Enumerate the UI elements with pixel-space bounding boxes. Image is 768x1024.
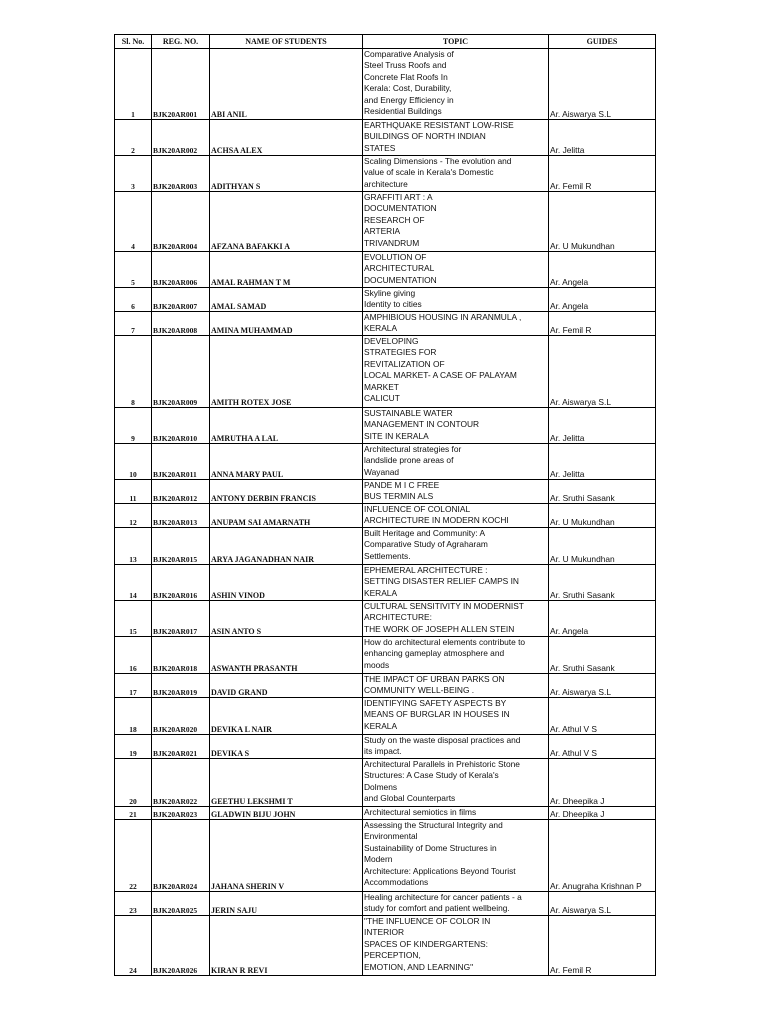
- student-reg-no: BJK20AR020: [152, 698, 210, 735]
- table-body: [115, 49, 656, 976]
- student-name: GEETHU LEKSHMI T: [210, 759, 363, 807]
- table-row: [115, 120, 656, 156]
- table-row: [115, 444, 656, 480]
- student-reg-no: BJK20AR026: [152, 916, 210, 976]
- student-reg-no: BJK20AR010: [152, 408, 210, 444]
- student-name: JERIN SAJU: [210, 892, 363, 916]
- student-name: ADITHYAN S: [210, 156, 363, 192]
- table-row: [115, 312, 656, 336]
- student-reg-no: BJK20AR023: [152, 807, 210, 820]
- student-sl-no: 11: [115, 480, 152, 504]
- student-sl-no: 19: [115, 735, 152, 759]
- student-topic: CULTURAL SENSITIVITY IN MODERNIST ARCHITECTURE: THE WORK OF JOSEPH ALLEN STEIN: [363, 601, 549, 637]
- student-sl-no: 4: [115, 192, 152, 252]
- student-sl-no: 8: [115, 336, 152, 408]
- student-guide: Ar. Sruthi Sasank: [549, 565, 656, 601]
- student-name: ANTONY DERBIN FRANCIS: [210, 480, 363, 504]
- student-guide: Ar. Dheepika J: [549, 807, 656, 820]
- student-guide: Ar. Angela: [549, 252, 656, 288]
- table-row: [115, 408, 656, 444]
- student-topic: Built Heritage and Community: A Comparative Study of Agraharam Settlements.: [363, 528, 549, 565]
- student-sl-no: 9: [115, 408, 152, 444]
- student-guide: Ar. Jelitta: [549, 444, 656, 480]
- student-sl-no: 7: [115, 312, 152, 336]
- student-name: JAHANA SHERIN V: [210, 820, 363, 892]
- student-reg-no: BJK20AR013: [152, 504, 210, 528]
- student-name: ANNA MARY PAUL: [210, 444, 363, 480]
- student-reg-no: BJK20AR015: [152, 528, 210, 565]
- student-guide: Ar. Jelitta: [549, 120, 656, 156]
- student-name: GLADWIN BIJU JOHN: [210, 807, 363, 820]
- student-guide: Ar. Femil R: [549, 156, 656, 192]
- student-sl-no: 23: [115, 892, 152, 916]
- student-reg-no: BJK20AR016: [152, 565, 210, 601]
- table-row: [115, 674, 656, 698]
- student-name: ANUPAM SAI AMARNATH: [210, 504, 363, 528]
- student-topic: SUSTAINABLE WATER MANAGEMENT IN CONTOUR SITE IN KERALA: [363, 408, 549, 444]
- student-topic: IDENTIFYING SAFETY ASPECTS BY MEANS OF BURGLAR IN HOUSES IN KERALA: [363, 698, 549, 735]
- student-topic: Scaling Dimensions - The evolution and value of scale in Kerala's Domestic architecture: [363, 156, 549, 192]
- student-guide: Ar. Aiswarya S.L: [549, 892, 656, 916]
- student-name: AFZANA BAFAKKI A: [210, 192, 363, 252]
- student-reg-no: BJK20AR007: [152, 288, 210, 312]
- table-row: [115, 820, 656, 892]
- student-reg-no: BJK20AR012: [152, 480, 210, 504]
- student-guide: Ar. Femil R: [549, 916, 656, 976]
- student-sl-no: 5: [115, 252, 152, 288]
- table-row: [115, 698, 656, 735]
- student-name: ACHSA ALEX: [210, 120, 363, 156]
- student-name: DAVID GRAND: [210, 674, 363, 698]
- student-reg-no: BJK20AR024: [152, 820, 210, 892]
- student-topic: INFLUENCE OF COLONIAL ARCHITECTURE IN MODERN KOCHI: [363, 504, 549, 528]
- student-name: ASHIN VINOD: [210, 565, 363, 601]
- student-name: ASIN ANTO S: [210, 601, 363, 637]
- student-guide: Ar. Angela: [549, 601, 656, 637]
- student-topic: Architectural Parallels in Prehistoric Stone Structures: A Case Study of Kerala's Dolmens and Global Counterparts: [363, 759, 549, 807]
- student-guide: Ar. Anugraha Krishnan P: [549, 820, 656, 892]
- table-row: [115, 565, 656, 601]
- student-sl-no: 1: [115, 49, 152, 120]
- student-topic: AMPHIBIOUS HOUSING IN ARANMULA , KERALA: [363, 312, 549, 336]
- student-reg-no: BJK20AR017: [152, 601, 210, 637]
- student-sl-no: 10: [115, 444, 152, 480]
- student-reg-no: BJK20AR006: [152, 252, 210, 288]
- student-sl-no: 14: [115, 565, 152, 601]
- student-reg-no: BJK20AR004: [152, 192, 210, 252]
- student-topic: Assessing the Structural Integrity and Environmental Sustainability of Dome Structures in Modern Architecture: Applications Beyond Tourist Accommodations: [363, 820, 549, 892]
- header-row: [115, 35, 656, 49]
- table-row: [115, 916, 656, 976]
- student-guide: Ar. Sruthi Sasank: [549, 480, 656, 504]
- student-topic: GRAFFITI ART : A DOCUMENTATION RESEARCH OF ARTERIA TRIVANDRUM: [363, 192, 549, 252]
- student-guide: Ar. U Mukundhan: [549, 528, 656, 565]
- table-row: [115, 637, 656, 674]
- student-topic: PANDE M I C FREE BUS TERMIN ALS: [363, 480, 549, 504]
- student-topic: Study on the waste disposal practices and its impact.: [363, 735, 549, 759]
- student-guide: Ar. Athul V S: [549, 698, 656, 735]
- student-topic: Comparative Analysis of Steel Truss Roofs and Concrete Flat Roofs In Kerala: Cost, Durability, and Energy Efficiency in Residential Buildings: [363, 49, 549, 120]
- student-topic: EPHEMERAL ARCHITECTURE : SETTING DISASTER RELIEF CAMPS IN KERALA: [363, 565, 549, 601]
- student-reg-no: BJK20AR021: [152, 735, 210, 759]
- student-topic: "THE INFLUENCE OF COLOR IN INTERIOR SPACES OF KINDERGARTENS: PERCEPTION, EMOTION, AND LEARNING": [363, 916, 549, 976]
- student-reg-no: BJK20AR011: [152, 444, 210, 480]
- student-reg-no: BJK20AR003: [152, 156, 210, 192]
- student-reg-no: BJK20AR025: [152, 892, 210, 916]
- student-topic: Skyline giving Identity to cities: [363, 288, 549, 312]
- student-sl-no: 24: [115, 916, 152, 976]
- header-sl-no: Sl. No.: [115, 35, 152, 49]
- student-topic: EARTHQUAKE RESISTANT LOW-RISE BUILDINGS OF NORTH INDIAN STATES: [363, 120, 549, 156]
- table-row: [115, 156, 656, 192]
- table-row: [115, 192, 656, 252]
- student-reg-no: BJK20AR022: [152, 759, 210, 807]
- student-topic: DEVELOPING STRATEGIES FOR REVITALIZATION OF LOCAL MARKET- A CASE OF PALAYAM MARKET CALICUT: [363, 336, 549, 408]
- student-name: AMITH ROTEX JOSE: [210, 336, 363, 408]
- student-sl-no: 22: [115, 820, 152, 892]
- table-row: [115, 252, 656, 288]
- student-sl-no: 3: [115, 156, 152, 192]
- header-reg-no: REG. NO.: [152, 35, 210, 49]
- student-name: AMINA MUHAMMAD: [210, 312, 363, 336]
- table-row: [115, 288, 656, 312]
- student-topic: EVOLUTION OF ARCHITECTURAL DOCUMENTATION: [363, 252, 549, 288]
- student-topic: Architectural strategies for landslide prone areas of Wayanad: [363, 444, 549, 480]
- student-reg-no: BJK20AR001: [152, 49, 210, 120]
- student-name: AMRUTHA A LAL: [210, 408, 363, 444]
- students-table: [114, 34, 656, 976]
- student-name: AMAL RAHMAN T M: [210, 252, 363, 288]
- table-row: [115, 336, 656, 408]
- table-row: [115, 528, 656, 565]
- student-sl-no: 18: [115, 698, 152, 735]
- student-reg-no: BJK20AR018: [152, 637, 210, 674]
- header-student-name: NAME OF STUDENTS: [210, 35, 363, 49]
- student-topic: THE IMPACT OF URBAN PARKS ON COMMUNITY WELL-BEING .: [363, 674, 549, 698]
- student-reg-no: BJK20AR019: [152, 674, 210, 698]
- table-row: [115, 49, 656, 120]
- table-row: [115, 504, 656, 528]
- student-sl-no: 15: [115, 601, 152, 637]
- student-sl-no: 17: [115, 674, 152, 698]
- table-row: [115, 480, 656, 504]
- student-name: DEVIKA S: [210, 735, 363, 759]
- student-sl-no: 13: [115, 528, 152, 565]
- student-guide: Ar. U Mukundhan: [549, 504, 656, 528]
- student-name: ABI ANIL: [210, 49, 363, 120]
- student-guide: Ar. Athul V S: [549, 735, 656, 759]
- student-reg-no: BJK20AR009: [152, 336, 210, 408]
- student-guide: Ar. Jelitta: [549, 408, 656, 444]
- table-row: [115, 601, 656, 637]
- table-row: [115, 735, 656, 759]
- student-guide: Ar. Femil R: [549, 312, 656, 336]
- student-guide: Ar. Aiswarya S.L: [549, 674, 656, 698]
- student-sl-no: 21: [115, 807, 152, 820]
- student-guide: Ar. Aiswarya S.L: [549, 49, 656, 120]
- student-guide: Ar. U Mukundhan: [549, 192, 656, 252]
- student-sl-no: 6: [115, 288, 152, 312]
- student-name: ARYA JAGANADHAN NAIR: [210, 528, 363, 565]
- student-guide: Ar. Dheepika J: [549, 759, 656, 807]
- header-topic: TOPIC: [363, 35, 549, 49]
- student-reg-no: BJK20AR002: [152, 120, 210, 156]
- student-reg-no: BJK20AR008: [152, 312, 210, 336]
- table-row: [115, 759, 656, 807]
- student-sl-no: 16: [115, 637, 152, 674]
- student-name: AMAL SAMAD: [210, 288, 363, 312]
- student-sl-no: 12: [115, 504, 152, 528]
- student-guide: Ar. Angela: [549, 288, 656, 312]
- student-guide: Ar. Sruthi Sasank: [549, 637, 656, 674]
- student-name: DEVIKA L NAIR: [210, 698, 363, 735]
- student-topic: How do architectural elements contribute to enhancing gameplay atmosphere and moods: [363, 637, 549, 674]
- student-guide: Ar. Aiswarya S.L: [549, 336, 656, 408]
- table-row: [115, 807, 656, 820]
- student-topic: Architectural semiotics in films: [363, 807, 549, 820]
- student-name: ASWANTH PRASANTH: [210, 637, 363, 674]
- student-name: KIRAN R REVI: [210, 916, 363, 976]
- student-topic: Healing architecture for cancer patients - a study for comfort and patient wellbeing.: [363, 892, 549, 916]
- student-sl-no: 20: [115, 759, 152, 807]
- header-guides: GUIDES: [549, 35, 656, 49]
- table-row: [115, 892, 656, 916]
- student-sl-no: 2: [115, 120, 152, 156]
